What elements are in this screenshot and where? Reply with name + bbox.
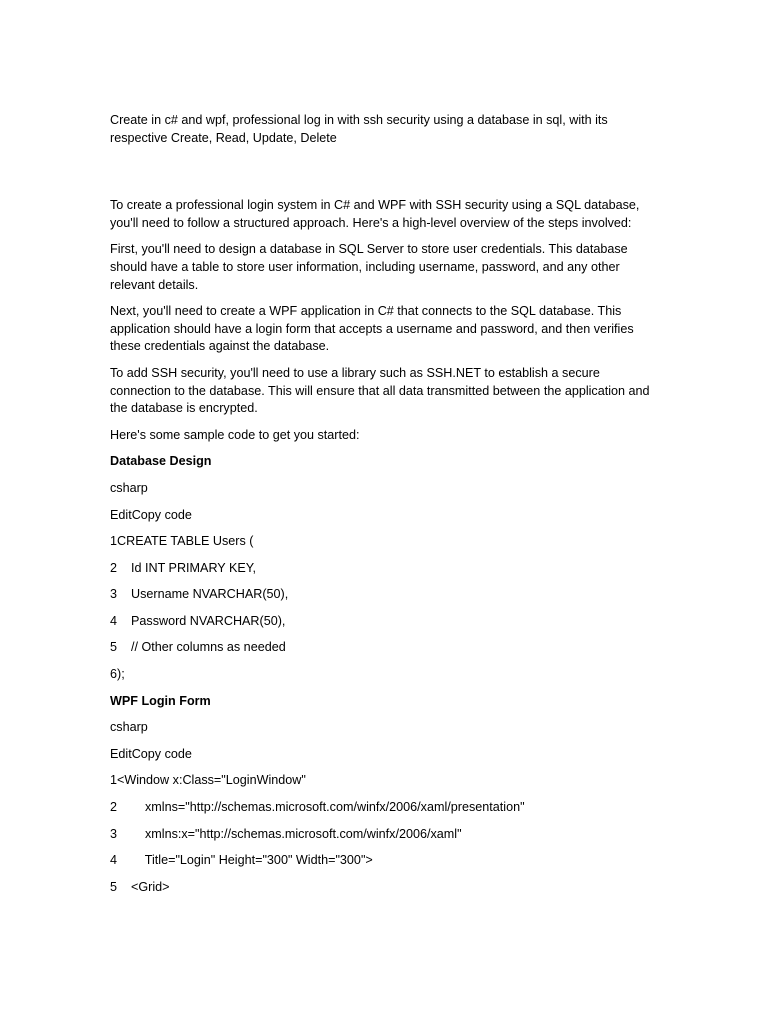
wpf-login-form-heading: WPF Login Form [110,693,211,708]
prompt-paragraph: Create in c# and wpf, professional log in with ssh security using a database in sql, with its respective Create, Read, Update, Delete [110,113,612,145]
step3-paragraph: To add SSH security, you'll need to use a library such as SSH.NET to establish a secure connection to the database. This will ensure that all data transmitted between the application and the database is encrypted. [110,365,654,416]
wpf-code-line: 4 Title="Login" Height="300" Width="300"> [110,853,373,868]
db-code-line: 3 Username NVARCHAR(50), [110,587,289,602]
step1-paragraph: First, you'll need to design a database in SQL Server to store user credentials. This database should have a table to store user information, including username, password, and any other relevant details. [110,242,632,292]
wpf-code-line: 2 xmlns="http://schemas.microsoft.com/winfx/2006/xaml/presentation" [110,800,525,815]
wpf-code-line: 5 <Grid> [110,879,170,894]
wpf-code-line: 3 xmlns:x="http://schemas.microsoft.com/winfx/2006/xaml" [110,826,462,841]
wpf-edit-copy-code: EditCopy code [110,746,192,761]
step2-paragraph: Next, you'll need to create a WPF application in C# that connects to the SQL database. This application should have a login form that accepts a username and password, and then verifies these credentials against the database. [110,304,638,354]
database-design-heading: Database Design [110,454,212,469]
intro-paragraph: To create a professional login system in C# and WPF with SSH security using a SQL database, you'll need to follow a structured approach. Here's a high-level overview of the steps involved: [110,198,643,230]
db-edit-copy-code: EditCopy code [110,507,192,522]
db-code-line: 6); [110,667,125,682]
db-code-line: 2 Id INT PRIMARY KEY, [110,560,257,575]
db-code-line: 5 // Other columns as needed [110,640,286,655]
db-code-line: 4 Password NVARCHAR(50), [110,613,286,628]
sample-intro-paragraph: Here's some sample code to get you started: [110,427,360,442]
wpf-code-line: 1<Window x:Class="LoginWindow" [110,773,306,788]
wpf-code-language: csharp [110,720,148,735]
document-body [110,112,658,905]
db-code-line: 1CREATE TABLE Users ( [110,534,254,549]
db-code-language: csharp [110,480,148,495]
